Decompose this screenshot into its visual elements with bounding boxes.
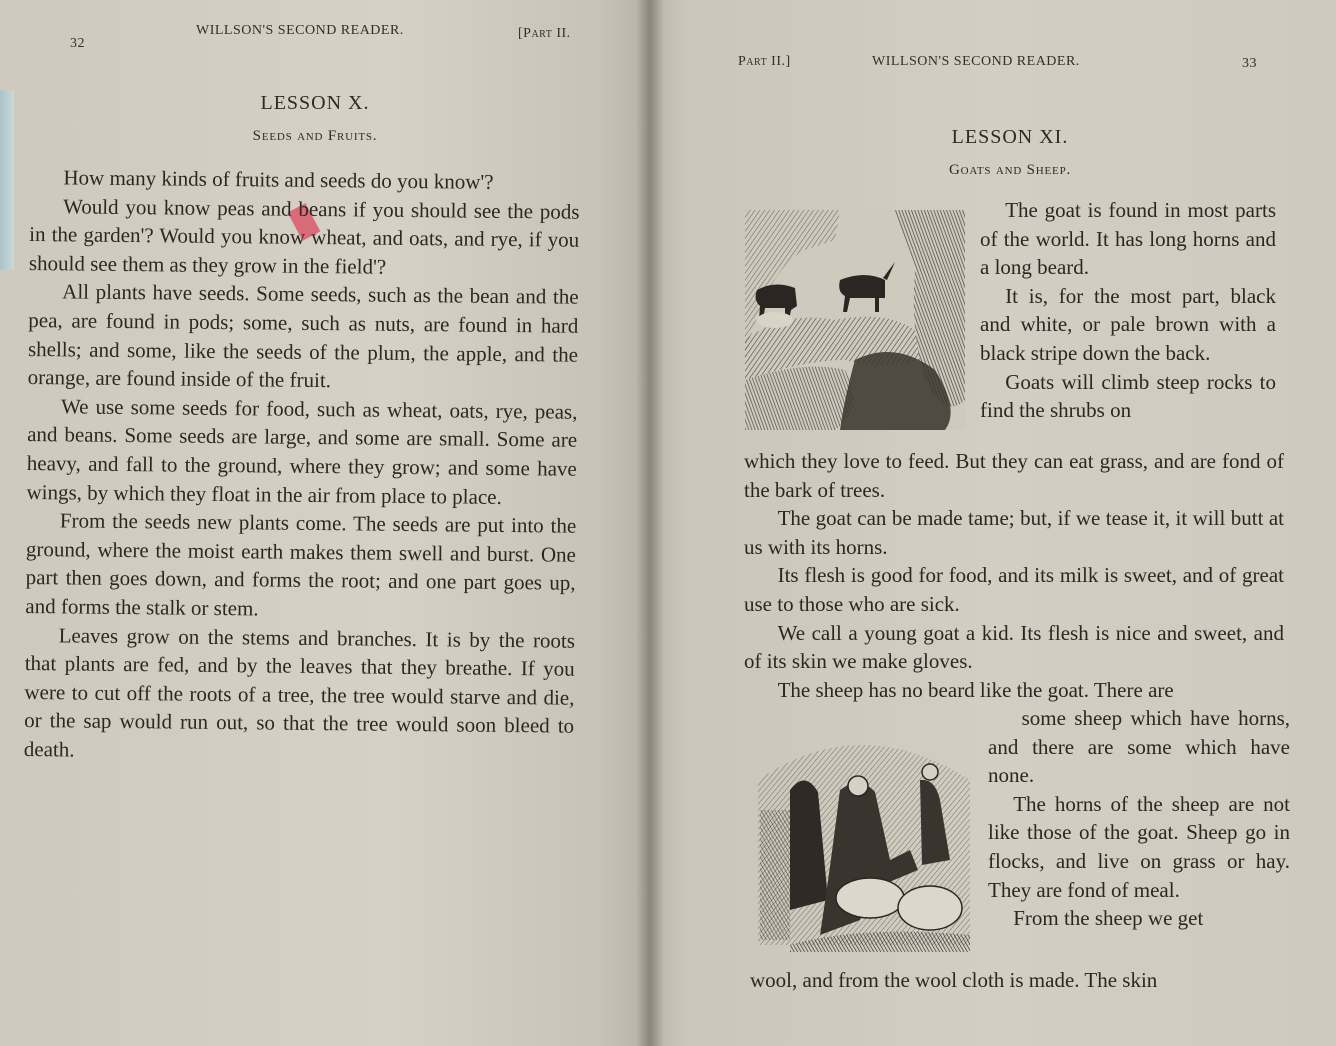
paragraph: Leaves grow on the stems and branches. It is by the roots that plants are fed, and by the leaves that they breathe. If you were to cut off the roots of a tree, the tree would starve and die, or the sap would run out, so that the tree would soon bleed to death. (23, 622, 576, 762)
paragraph: We use some seeds for food, such as wheat, oats, rye, peas, and beans. Some seeds are large, and some are small. Some are heavy, and fall to the ground, where they grow; and some have wings, by which they float in the air from place to place. (26, 394, 578, 509)
sheep-side-text (988, 704, 1290, 933)
goat-side-text (980, 196, 1276, 425)
goats-illustration (745, 210, 965, 430)
paragraph: some sheep which have horns, and there are some which have none. (988, 706, 1290, 788)
paragraph: All plants have seeds. Some seeds, such as the bean and the pea, are found in pods; some, such as nuts, are found in hard shells; and some, like the seeds of the plum, the apple, and the orange, are found inside of the fruit. (27, 279, 579, 393)
left-lesson-subtitle: Seeds and Fruits. (252, 128, 378, 144)
paragraph: which they love to feed. But they can eat grass, and are fond of the bark of trees. (744, 449, 1284, 502)
paragraph: The sheep has no beard like the goat. There are (777, 677, 1174, 702)
paragraph: Goats will climb steep rocks to find the shrubs on (980, 369, 1276, 423)
paragraph: We call a young goat a kid. Its flesh is nice and sweet, and of its skin we make gloves. (744, 620, 1284, 674)
left-lesson-title: LESSON X. (260, 92, 370, 114)
left-page-number: 32 (70, 36, 85, 51)
paragraph: The goat can be made tame; but, if we tease it, it will butt at us with its horns. (744, 506, 1284, 559)
page-edge-tab (0, 90, 14, 270)
left-running-title: WILLSON'S SECOND READER. (196, 23, 404, 38)
right-part-label: Part II.] (738, 54, 791, 69)
paragraph: Would you know peas and beans if you should see the pods in the garden'? Would you know wheat, and oats, and rye, if you should see them as they grow in the field'? (28, 193, 580, 279)
book-gutter (636, 0, 664, 1046)
right-running-title: WILLSON'S SECOND READER. (872, 54, 1080, 69)
right-lesson-title: LESSON XI. (951, 126, 1069, 148)
paragraph: How many kinds of fruits and seeds do you know'? (63, 165, 494, 194)
paragraph: The goat is found in most parts of the world. It has long horns and a long beard. (980, 198, 1276, 280)
paragraph: From the sheep we get (1013, 906, 1204, 931)
right-page-number: 33 (1242, 56, 1257, 71)
paragraph: Its flesh is good for food, and its milk is sweet, and of great use to those who are sick. (744, 563, 1284, 616)
left-body-text (24, 163, 580, 769)
paragraph: It is, for the most part, black and white, or pale brown with a black stripe down the back. (980, 283, 1276, 365)
left-page (0, 0, 650, 1046)
left-part-label: [Part II. (518, 26, 571, 41)
right-page (650, 0, 1336, 1046)
sheep-shearing-illustration (750, 720, 975, 952)
right-last-line: wool, and from the wool cloth is made. The skin (750, 968, 1158, 992)
right-middle-text (744, 447, 1284, 704)
right-lesson-subtitle: Goats and Sheep. (948, 162, 1072, 178)
paragraph: From the seeds new plants come. The seeds are put into the ground, where the moist earth makes them swell and burst. One part then goes down, and forms the root; and one part goes up, and forms the stalk or stem. (25, 508, 577, 621)
paragraph: The horns of the sheep are not like those of the goat. Sheep go in flocks, and live on grass or hay. They are fond of meal. (988, 791, 1290, 902)
